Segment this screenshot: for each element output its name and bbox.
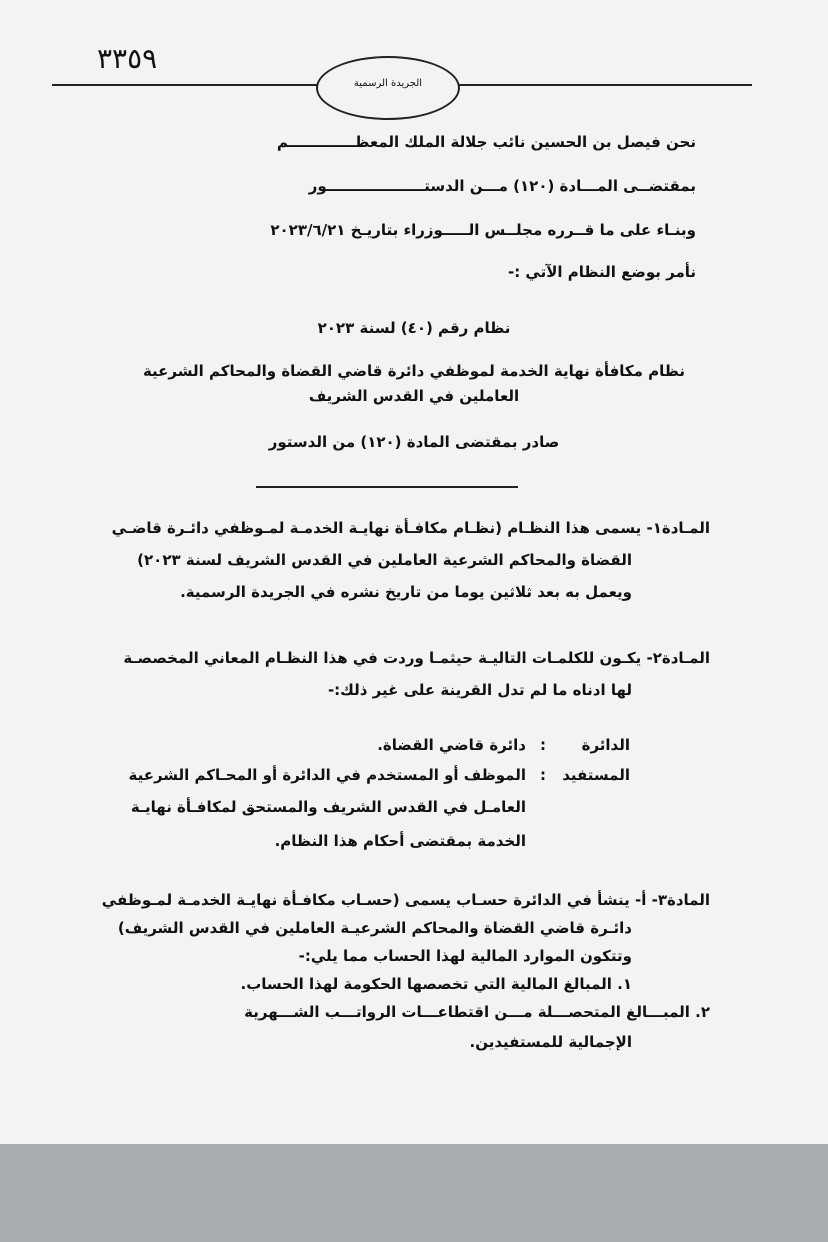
- article3-item-2-line-2: الإجمالية للمستفيدين.: [469, 1033, 632, 1051]
- article3-line-2: دائـرة قاضي القضاة والمحاكم الشرعيـة العاملين في القدس الشريف): [117, 919, 632, 937]
- regulation-name-line-1: نظام مكافأة نهاية الخدمة لموظفي دائرة قاضي القضاة والمحاكم الشرعية: [142, 362, 686, 380]
- emblem-label: الجريدة الرسمية: [353, 78, 423, 89]
- article3-line-1: المادة٣- أ- ينشأ في الدائرة حسـاب يسمى (حسـاب مكافـأة نهايـة الخدمـة لمـوظفي: [101, 891, 710, 909]
- preamble-line-3: وبنـاء على ما قــرره مجلــس الـــــوزراء بتاريـخ ٢٠٢٣/٦/٢١: [270, 221, 696, 239]
- definition-text-department: دائرة قاضي القضاة.: [377, 736, 526, 754]
- preamble-line-2: بمقتضــى المـــادة (١٢٠) مـــن الدستـــــــــــــــــــور: [308, 177, 696, 195]
- article3-item-2-line-1: ٢. المبـــالغ المتحصـــلة مـــن اقتطاعـــات الرواتـــب الشـــهرية: [244, 1003, 710, 1021]
- article2-line-2: لها ادناه ما لم تدل القرينة على غير ذلك:-: [327, 681, 632, 699]
- definition-term-department: الدائرة: [581, 736, 630, 754]
- definition-text-beneficiary-3: الخدمة بمقتضى أحكام هذا النظام.: [274, 832, 526, 850]
- title-divider: [256, 486, 518, 488]
- article1-line-1: المـادة١- يسمى هذا النظـام (نظـام مكافـأة نهايـة الخدمـة لمـوظفي دائـرة قاضـي: [111, 519, 710, 537]
- definition-colon-2: :: [540, 766, 546, 784]
- regulation-number: نظام رقم (٤٠) لسنة ٢٠٢٣: [317, 319, 511, 337]
- header-rule-left: [52, 84, 320, 86]
- header-rule-right: [452, 84, 752, 86]
- article1-line-2: القضاة والمحاكم الشرعية العاملين في القدس الشريف لسنة ٢٠٢٣): [137, 551, 632, 569]
- article3-line-3: وتتكون الموارد المالية لهذا الحساب مما يلي:-: [298, 947, 632, 965]
- bottom-gray-band: [0, 1144, 828, 1242]
- issued-under: صادر بمقتضى المادة (١٢٠) من الدستور: [268, 433, 560, 451]
- definition-term-beneficiary: المستفيد: [562, 766, 630, 784]
- preamble-line-1: نحن فيصل بن الحسين نائب جلالة الملك المعظـــــــــــــم: [276, 133, 696, 151]
- regulation-name-line-2: العاملين في القدس الشريف: [308, 387, 520, 405]
- page-number: ٣٣٥٩: [97, 42, 158, 75]
- definition-colon-1: :: [540, 736, 546, 754]
- definition-text-beneficiary-2: العامـل في القدس الشريف والمستحق لمكافـأة نهايـة: [130, 798, 526, 816]
- definition-text-beneficiary-1: الموظف أو المستخدم في الدائرة أو المحـاكم الشرعية: [128, 766, 526, 784]
- article2-line-1: المـادة٢- يكـون للكلمـات التاليـة حيثمـا وردت في هذا النظـام المعاني المخصصـة: [123, 649, 710, 667]
- article3-item-1: ١. المبالغ المالية التي تخصصها الحكومة لهذا الحساب.: [240, 975, 632, 993]
- preamble-line-4: نأمر بوضع النظام الآتي :-: [507, 263, 696, 281]
- gazette-emblem: [316, 56, 460, 120]
- article1-line-3: ويعمل به بعد ثلاثين يوما من تاريخ نشره في الجريدة الرسمية.: [180, 583, 632, 601]
